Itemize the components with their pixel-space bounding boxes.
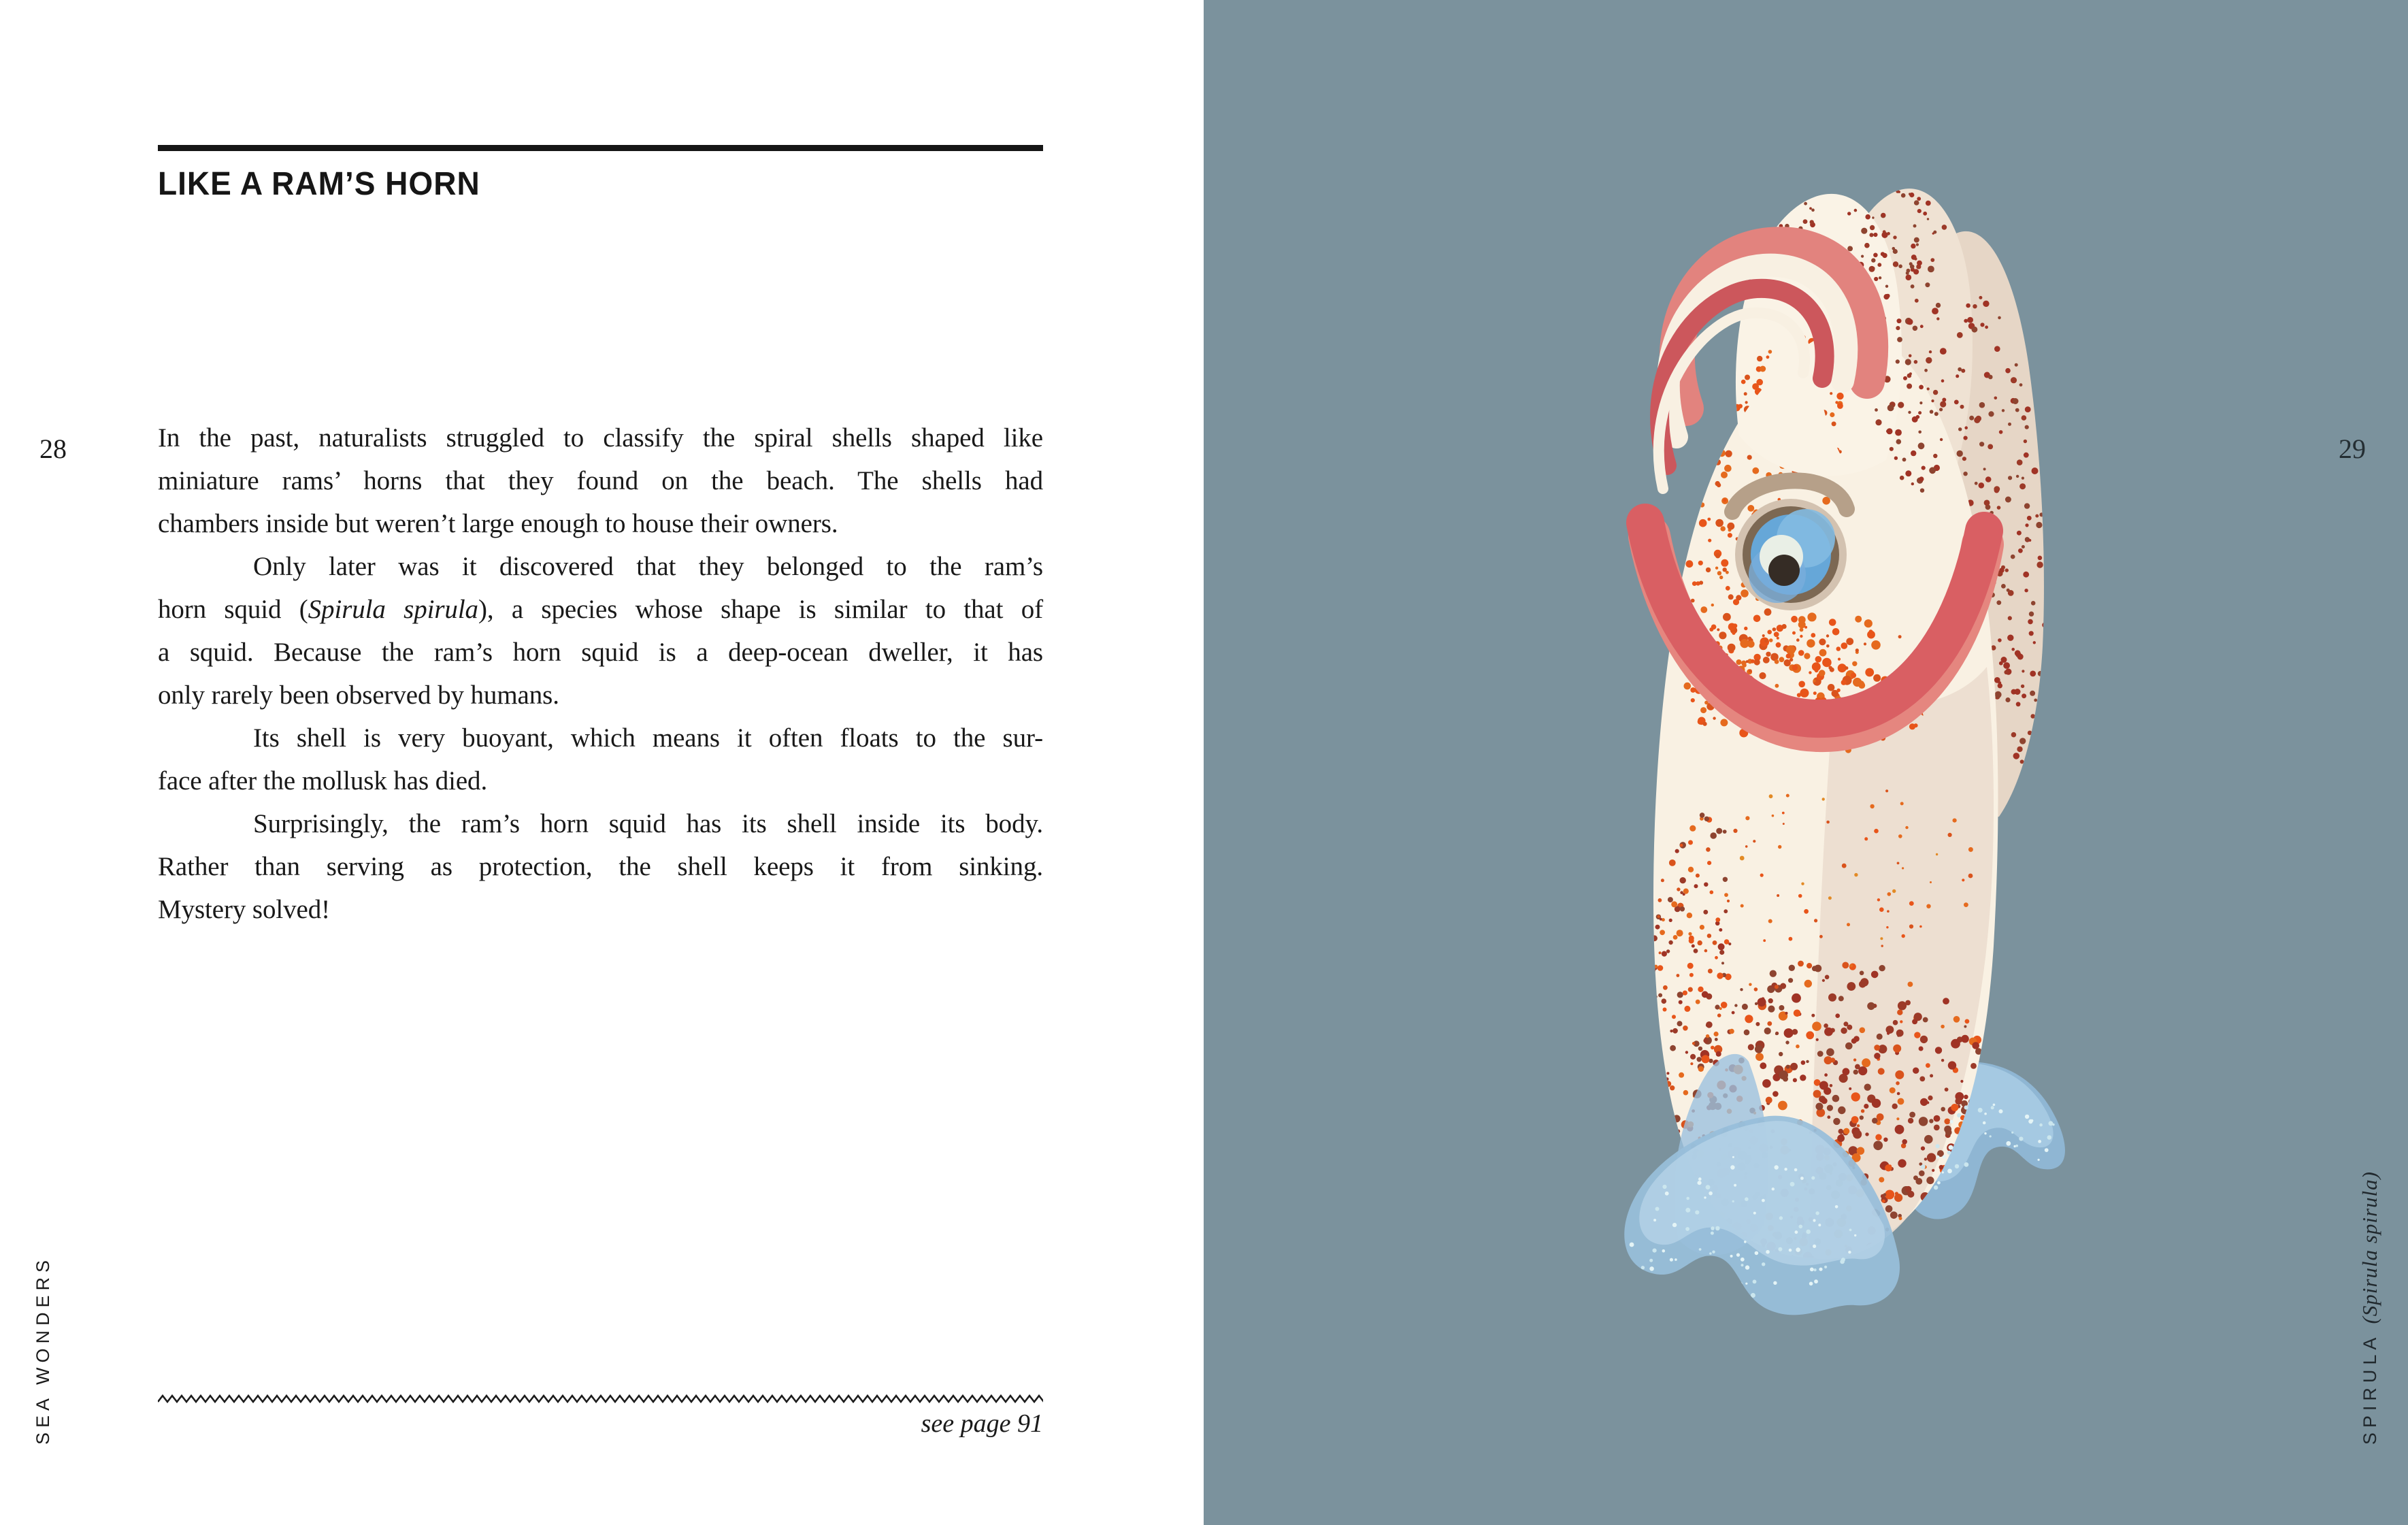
book-title-spine: SEA WONDERS xyxy=(33,1255,53,1445)
wavy-divider xyxy=(158,1394,1043,1405)
text-line: a squid. Because the ram’s horn squid is a deep-ocean dweller, it has xyxy=(158,638,1043,667)
squid-illustration xyxy=(1204,0,2408,1525)
text-line: Its shell is very buoyant, which means it often floats to the sur- xyxy=(253,723,1043,753)
right-page xyxy=(1204,0,2408,1525)
text-line: only rarely been observed by humans. xyxy=(158,680,559,710)
text-line: chambers inside but weren’t large enough to house their owners. xyxy=(158,509,838,538)
text-line: Surprisingly, the ram’s horn squid has its shell inside its body. xyxy=(253,809,1043,838)
page-number-left: 28 xyxy=(39,433,67,464)
cross-reference-note: see page 91 xyxy=(921,1409,1043,1438)
body-text xyxy=(158,416,1043,931)
page-title: LIKE A RAM’S HORN xyxy=(158,166,480,202)
text-line: miniature rams’ horns that they found on the beach. The shells had xyxy=(158,466,1043,495)
text-line: horn squid (Spirula spirula), a species whose shape is similar to that of xyxy=(158,595,1043,624)
text-line: Only later was it discovered that they belonged to the ram’s xyxy=(253,552,1043,581)
text-line: Rather than serving as protection, the shell keeps it from sinking. xyxy=(158,852,1043,881)
section-rule xyxy=(158,145,1043,151)
pupil xyxy=(1768,555,1800,586)
species-caption: SPIRULA (Spirula spirula) xyxy=(2358,1170,2381,1445)
text-line: face after the mollusk has died. xyxy=(158,766,488,796)
text-line: Mystery solved! xyxy=(158,895,331,924)
page-number-right: 29 xyxy=(2339,433,2366,464)
text-line: In the past, naturalists struggled to classify the spiral shells shaped like xyxy=(158,423,1043,453)
